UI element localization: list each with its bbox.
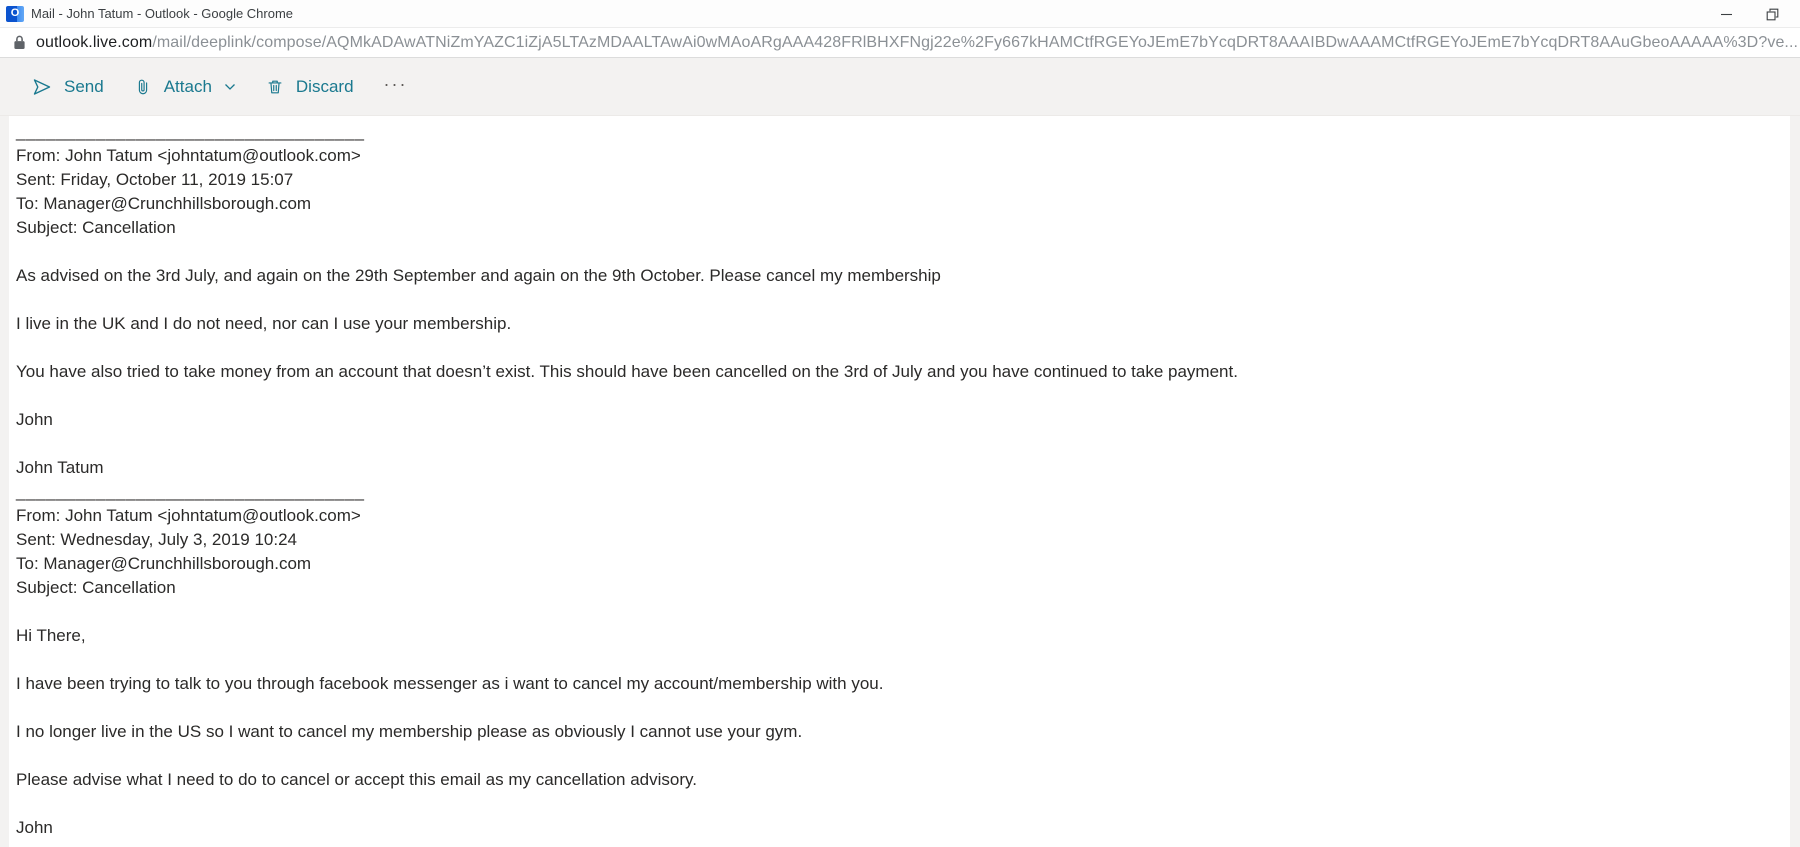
email-line: To: Manager@Crunchhillsborough.com: [16, 554, 312, 573]
email-line: From: John Tatum <johntatum@outlook.com>: [16, 506, 361, 525]
email-line: I have been trying to talk to you through facebook messenger as i want to cancel my account/membership with you.: [16, 674, 884, 693]
email-line: Sent: Friday, October 11, 2019 15:07: [16, 170, 294, 189]
email-line: Sent: Wednesday, July 3, 2019 10:24: [16, 530, 298, 549]
email-line: Hi There,: [16, 626, 86, 645]
email-line: Please advise what I need to do to cancel or accept this email as my cancellation advisory.: [16, 770, 697, 789]
discard-button[interactable]: [264, 73, 356, 101]
discard-button-label: Discard: [295, 76, 354, 96]
trash-icon: [266, 77, 284, 97]
email-line: As advised on the 3rd July, and again on the 29th September and again on the 9th October. Please cancel my membership: [16, 266, 941, 285]
attach-button-label: Attach: [163, 76, 212, 96]
chevron-down-icon: [224, 83, 236, 91]
email-line: John: [16, 818, 53, 837]
more-options-button[interactable]: [382, 74, 410, 99]
email-line: I no longer live in the US so I want to cancel my membership please as obviously I cannot use your gym.: [16, 722, 803, 741]
paperclip-icon: [134, 77, 152, 97]
window-controls: [1703, 0, 1795, 28]
lock-icon[interactable]: [13, 34, 26, 51]
send-icon: [32, 77, 52, 97]
titlebar: [0, 0, 1800, 28]
send-button[interactable]: [30, 73, 106, 101]
email-line: From: John Tatum <johntatum@outlook.com>: [16, 146, 361, 165]
url-path: /mail/deeplink/compose/AQMkADAwATNiZmYAZC1iZjA5LTAzMDAALTAwAi0wMAoARgAAA428FRlBHXFNgj22e%2Fy667kHAMCtfRGEYoJEmE7bYcqDRT8AAAIBDwAAAMCtfRGEYoJEmE7bYcqDRT8AAuGbeoAAAAA%3D?ve...: [152, 33, 1799, 51]
attach-button[interactable]: [132, 73, 238, 101]
address-bar[interactable]: [0, 28, 1800, 58]
more-options-label: ···: [383, 74, 408, 94]
email-body-editor[interactable]: [9, 116, 1790, 847]
email-line: John: [16, 410, 53, 429]
outlook-favicon-icon: O: [6, 6, 24, 22]
window-title: Mail - John Tatum - Outlook - Google Chrome: [31, 6, 294, 21]
email-line: Subject: Cancellation: [16, 578, 176, 597]
send-button-label: Send: [64, 76, 104, 96]
email-separator: ___________________________________: [16, 122, 365, 141]
url-domain: outlook.live.com: [36, 33, 153, 51]
email-separator: ___________________________________: [16, 482, 365, 501]
email-body-content: [16, 120, 1780, 840]
compose-body-area: [0, 116, 1800, 847]
email-line: Subject: Cancellation: [16, 218, 176, 237]
compose-toolbar: [0, 58, 1800, 116]
restore-button[interactable]: [1749, 0, 1795, 28]
email-line: John Tatum: [16, 458, 104, 477]
url-text[interactable]: [36, 34, 1798, 52]
minimize-icon: [1720, 8, 1733, 21]
restore-icon: [1766, 8, 1779, 21]
email-line: To: Manager@Crunchhillsborough.com: [16, 194, 312, 213]
email-line: I live in the UK and I do not need, nor can I use your membership.: [16, 314, 512, 333]
email-line: You have also tried to take money from an account that doesn’t exist. This should have been cancelled on the 3rd of July and you have continued to take payment.: [16, 362, 1238, 381]
minimize-button[interactable]: [1703, 0, 1749, 28]
